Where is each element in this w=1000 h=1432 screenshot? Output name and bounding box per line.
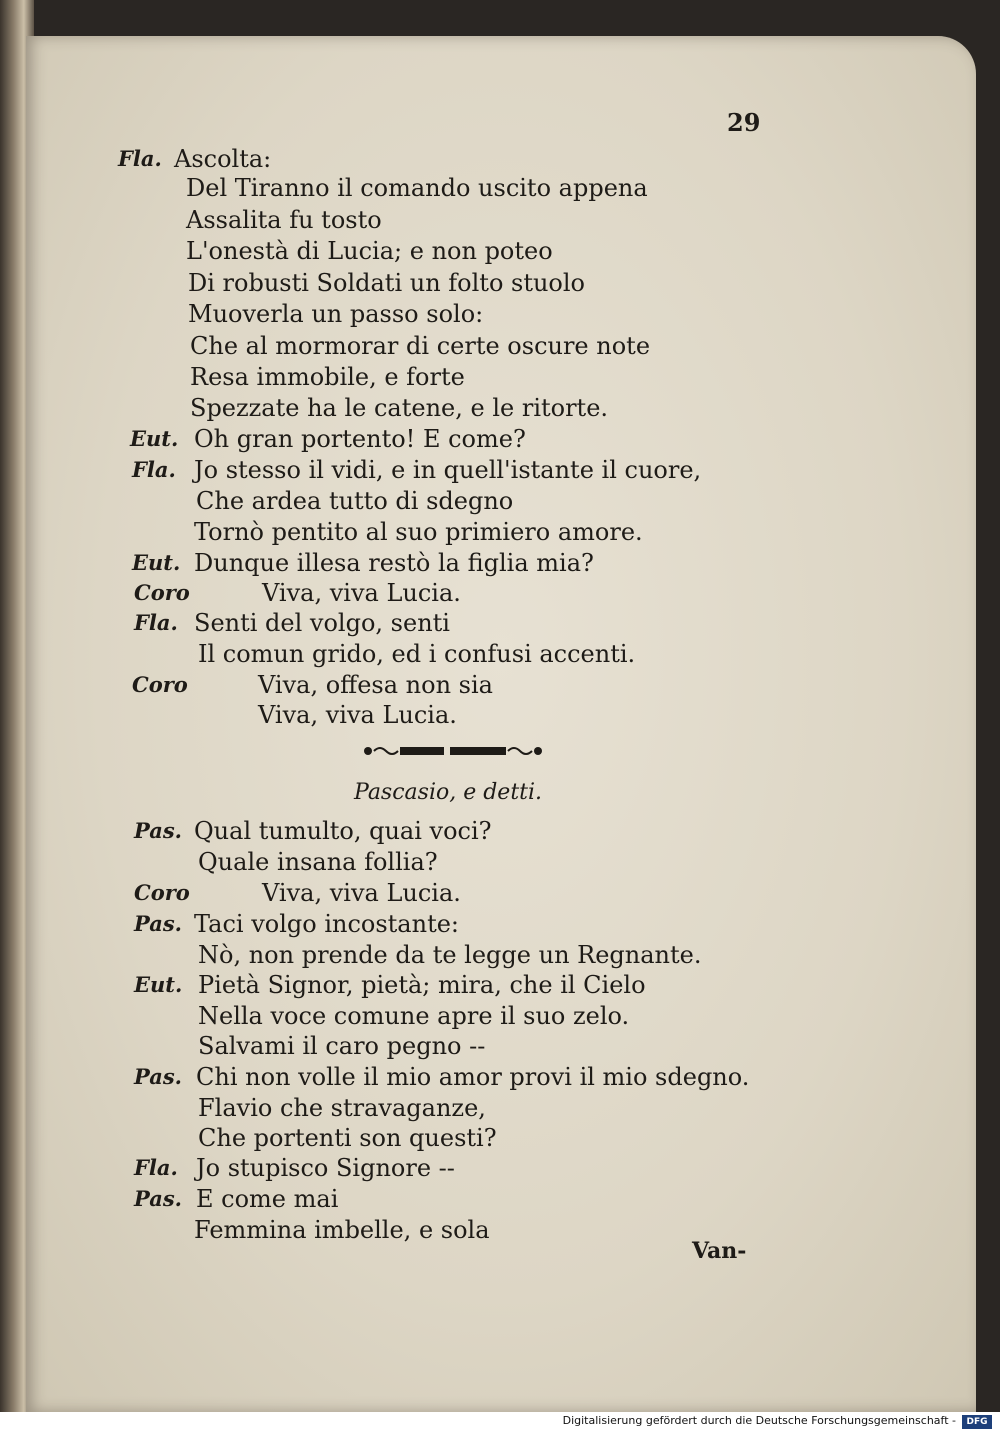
speaker-label: Coro: [134, 880, 190, 905]
speaker-label: Fla.: [132, 457, 176, 482]
verse-line: Pietà Signor, pietà; mira, che il Cielo: [198, 971, 646, 999]
speaker-label: Pas.: [134, 1064, 182, 1089]
dfg-logo: DFG: [962, 1415, 992, 1429]
verse-line: Viva, offesa non sia: [258, 671, 493, 699]
page-number: 29: [727, 108, 761, 137]
verse-line: Nella voce comune apre il suo zelo.: [198, 1002, 630, 1030]
speaker-label: Eut.: [134, 972, 183, 997]
footer-credit: Digitalisierung gefördert durch die Deutsche Forschungsgemeinschaft -: [562, 1414, 956, 1427]
verse-line: Muoverla un passo solo:: [188, 300, 484, 328]
verse-line: Ascolta:: [174, 145, 272, 173]
verse-line: Viva, viva Lucia.: [258, 701, 457, 729]
verse-line: Salvami il caro pegno --: [198, 1032, 486, 1060]
verse-line: L'onestà di Lucia; e non poteo: [186, 237, 553, 265]
speaker-label: Fla.: [118, 146, 162, 171]
stage-direction: Pascasio, e detti.: [354, 780, 543, 805]
verse-line: Jo stesso il vidi, e in quell'istante il cuore,: [194, 456, 702, 484]
verse-line: Spezzate ha le catene, e le ritorte.: [190, 394, 609, 422]
verse-line: Che ardea tutto di sdegno: [196, 487, 514, 515]
verse-line: Dunque illesa restò la figlia mia?: [194, 549, 594, 577]
speaker-label: Fla.: [134, 610, 178, 635]
verse-line: Resa immobile, e forte: [190, 363, 465, 391]
verse-line: Chi non volle il mio amor provi il mio sdegno.: [196, 1063, 750, 1091]
verse-line: Che portenti son questi?: [198, 1124, 497, 1152]
speaker-label: Eut.: [132, 550, 181, 575]
verse-line: Del Tiranno il comando uscito appena: [186, 174, 648, 202]
speaker-label: Coro: [134, 580, 190, 605]
verse-line: Di robusti Soldati un folto stuolo: [188, 269, 586, 297]
verse-line: Che al mormorar di certe oscure note: [190, 332, 651, 360]
verse-line: Taci volgo incostante:: [194, 910, 460, 938]
speaker-label: Pas.: [134, 1186, 182, 1211]
speaker-label: Eut.: [130, 426, 179, 451]
catchword: Van-: [692, 1238, 747, 1264]
ornament-divider: [360, 744, 546, 758]
verse-line: Viva, viva Lucia.: [262, 579, 461, 607]
verse-line: Flavio che stravaganze,: [198, 1094, 486, 1122]
verse-line: Assalita fu tosto: [186, 206, 382, 234]
verse-line: Jo stupisco Signore --: [196, 1154, 455, 1182]
verse-line: Il comun grido, ed i confusi accenti.: [198, 640, 636, 668]
verse-line: Femmina imbelle, e sola: [194, 1216, 490, 1244]
verse-line: Oh gran portento! E come?: [194, 425, 526, 453]
speaker-label: Pas.: [134, 818, 182, 843]
verse-line: E come mai: [196, 1185, 339, 1213]
verse-line: Nò, non prende da te legge un Regnante.: [198, 941, 702, 969]
speaker-label: Fla.: [134, 1155, 178, 1180]
verse-line: Senti del volgo, senti: [194, 609, 450, 637]
speaker-label: Coro: [132, 672, 188, 697]
speaker-label: Pas.: [134, 911, 182, 936]
verse-line: Tornò pentito al suo primiero amore.: [194, 518, 643, 546]
verse-line: Viva, viva Lucia.: [262, 879, 461, 907]
verse-line: Qual tumulto, quai voci?: [194, 817, 492, 845]
verse-line: Quale insana follia?: [198, 848, 438, 876]
